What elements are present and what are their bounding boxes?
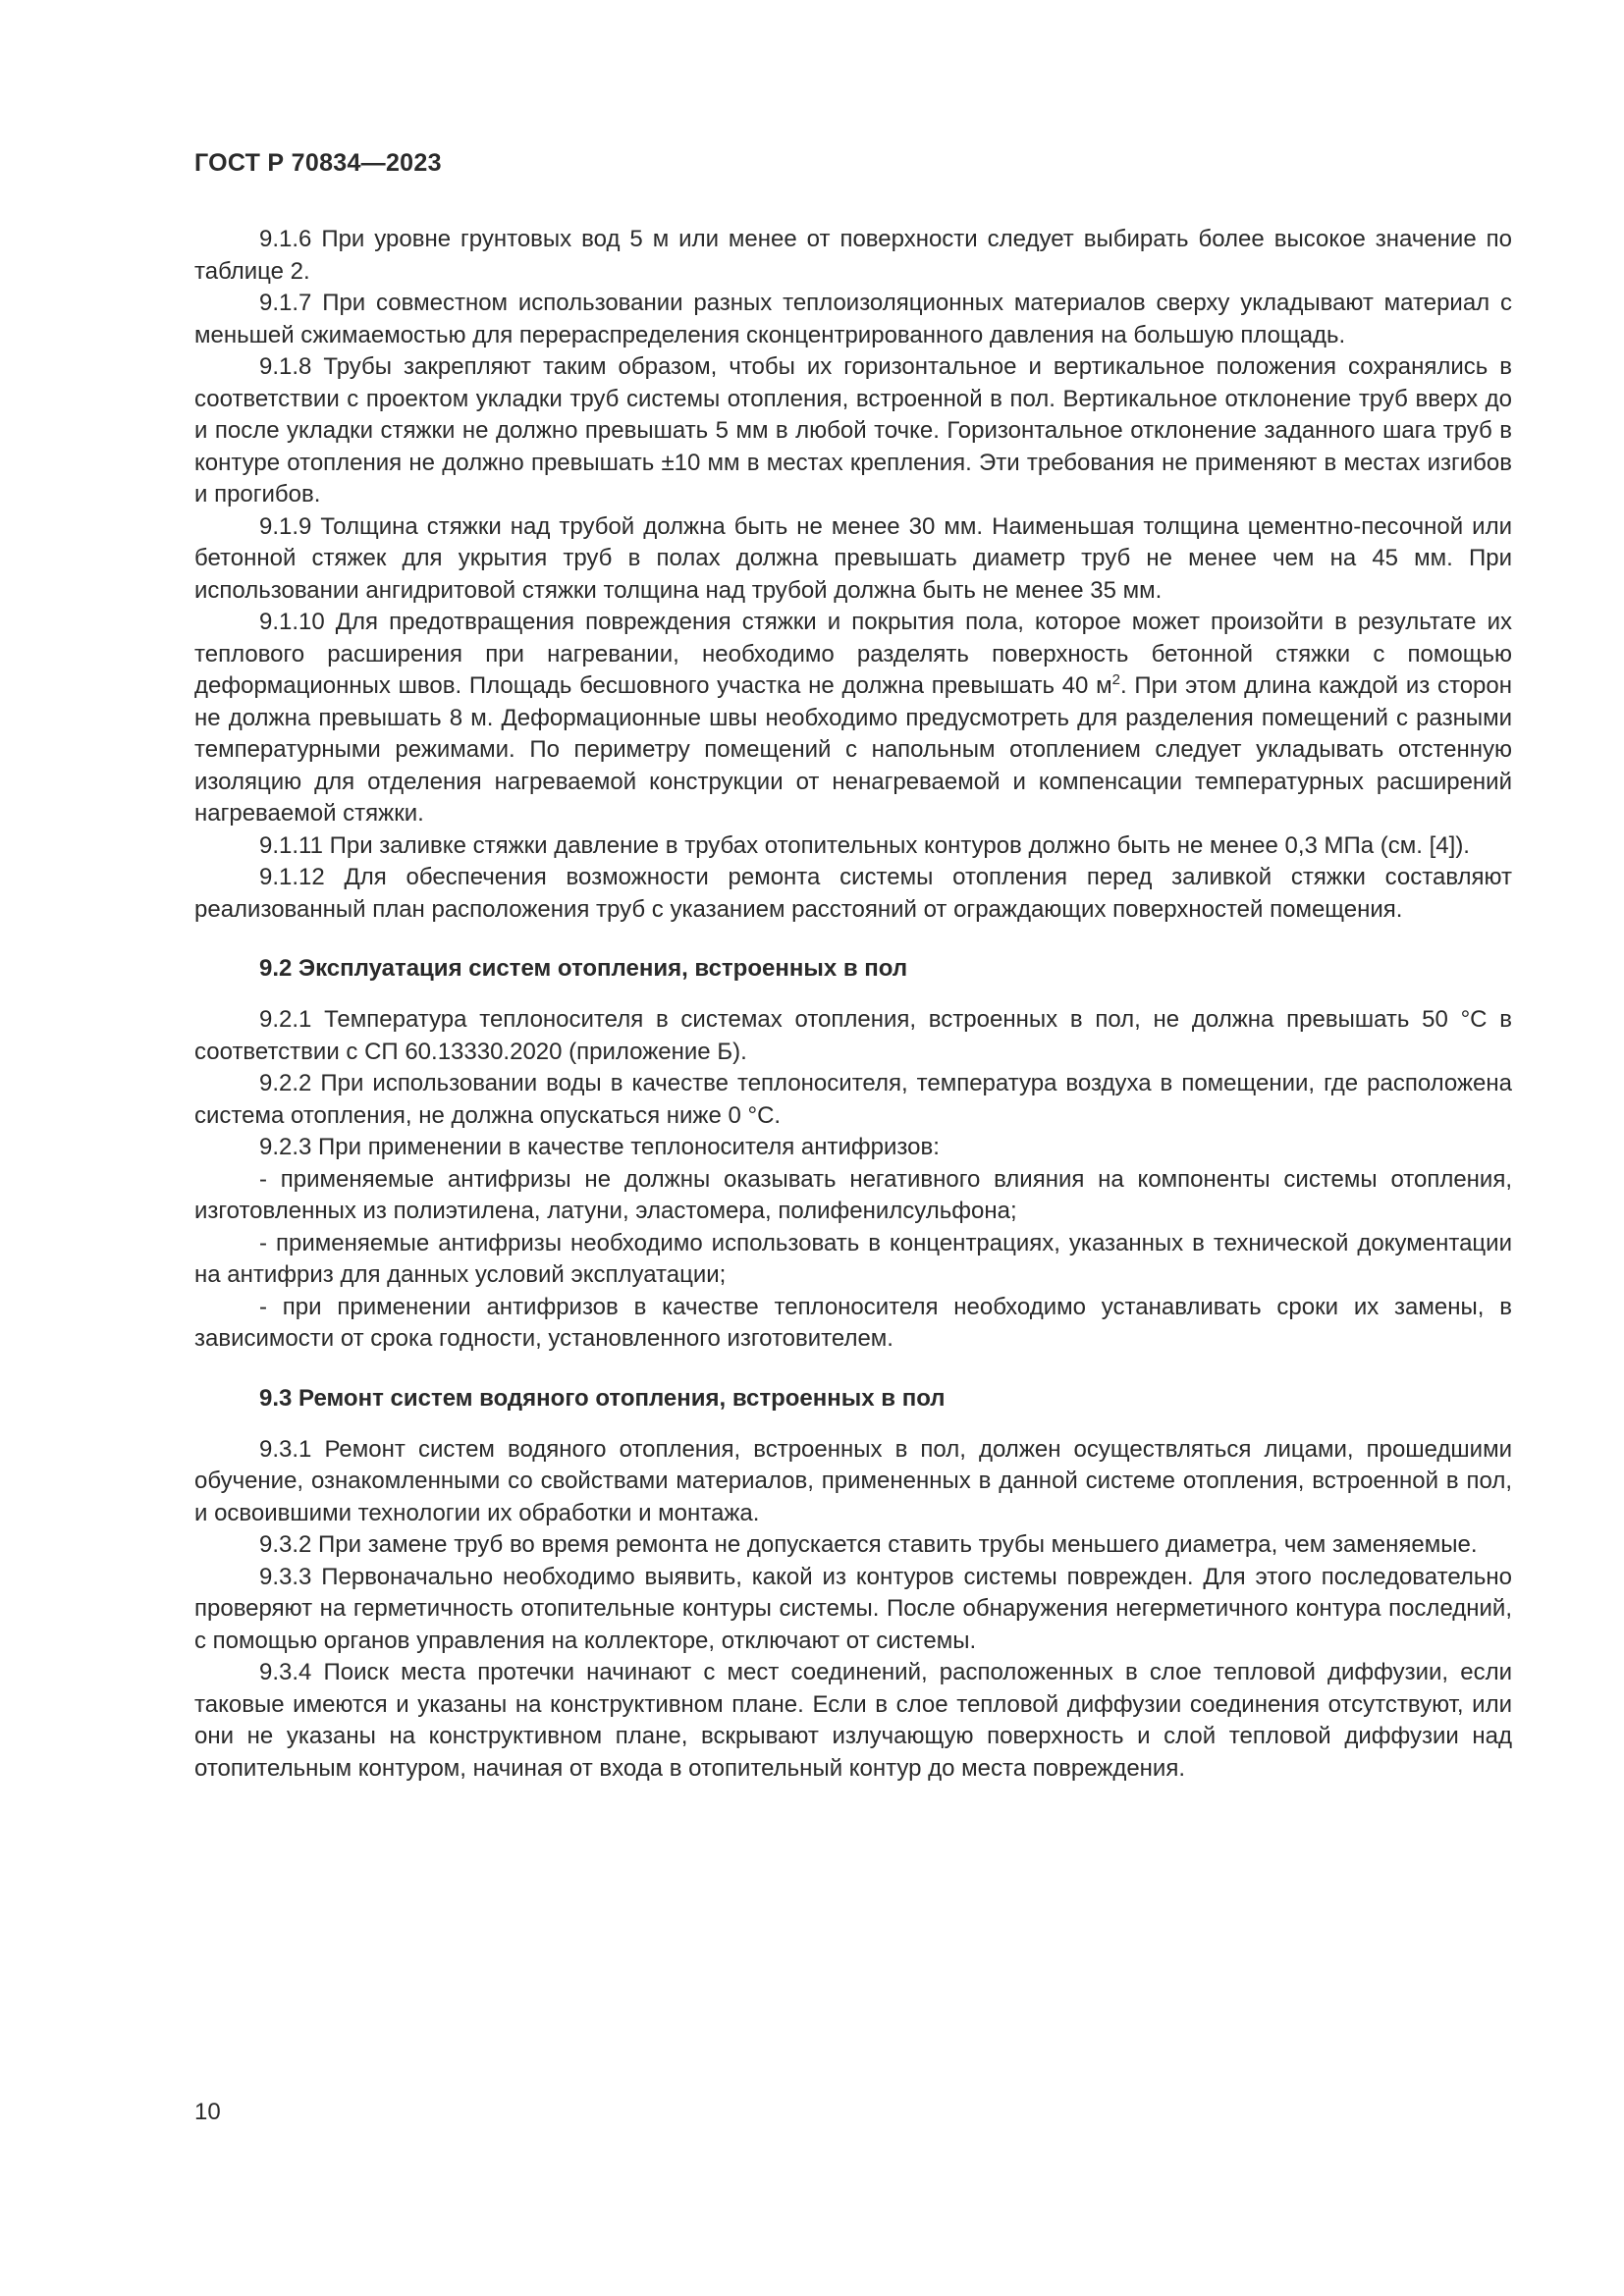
paragraph-9-1-10-part-a: 9.1.10 Для предотвращения повреждения стяжки и покрытия пола, которое может произойти в результате их теплового расширения при нагревании, необходимо разделять поверхность бетонной стяжки с помощью деформационных швов. Площадь бесшовного участка не должна превышать 40 м [194, 609, 1512, 699]
paragraph-9-1-11: 9.1.11 При заливке стяжки давление в трубах отопительных контуров должно быть не менее 0,3 МПа (см. [4]). [259, 831, 1470, 859]
paragraph-9-1-8: 9.1.8 Трубы закрепляют таким образом, чтобы их горизонтальное и вертикальное положения сохранялись в соответствии с проектом укладки труб системы отопления, встроенной в пол. Вертикальное отклонение труб вверх до и после укладки стяжки не должно превышать 5 мм в любой точке. Горизонтальное отклонение заданного шага труб в контуре отопления не должно превышать ±10 мм в местах крепления. Эти требования не применяют в местах изгибов и прогибов. [194, 353, 1512, 507]
document-body [194, 224, 1512, 1785]
paragraph-9-1-10-part-b: . При этом длина каждой из сторон не должна превышать 8 м. Деформационные швы необходимо предусмотреть для разделения помещений с разными температурными режимами. По периметру помещений с напольным отоплением следует укладывать отстенную изоляцию для отделения нагреваемой конструкции от ненагреваемой и компенсации температурных расширений нагреваемой стяжки. [194, 672, 1512, 827]
paragraph-9-1-10 [194, 607, 1512, 830]
paragraph-9-3-4: 9.3.4 Поиск места протечки начинают с мест соединений, расположенных в слое тепловой диффузии, если таковые имеются и указаны на конструктивном плане. Если в слое тепловой диффузии соединения отсутствуют, или они не указаны на конструктивном плане, вскрывают излучающую поверхность и слой тепловой диффузии над отопительным контуром, начиная от входа в отопительный контур до места повреждения. [194, 1659, 1512, 1782]
page-number: 10 [194, 2099, 221, 2125]
area-unit-superscript: 2 [1111, 671, 1120, 688]
paragraph-9-2-3: 9.2.3 При применении в качестве теплоносителя антифризов: [259, 1134, 940, 1160]
paragraph-9-3-2: 9.3.2 При замене труб во время ремонта не допускается ставить трубы меньшего диаметра, чем заменяемые. [259, 1531, 1478, 1558]
list-item-antifreeze-1: - применяемые антифризы не должны оказывать негативного влияния на компоненты системы отопления, изготовленных из полиэтилена, латуни, эластомера, полифенилсульфона; [194, 1165, 1512, 1224]
paragraph-9-3-3: 9.3.3 Первоначально необходимо выявить, какой из контуров системы поврежден. Для этого последовательно проверяют на герметичность отопительные контуры системы. После обнаружения негерметичного контура последний, с помощью органов управления на коллекторе, отключают от системы. [194, 1563, 1512, 1654]
list-item-antifreeze-3: - при применении антифризов в качестве теплоносителя необходимо устанавливать сроки их замены, в зависимости от срока годности, установленного изготовителем. [194, 1293, 1512, 1352]
list-item-antifreeze-2: - применяемые антифризы необходимо использовать в концентрациях, указанных в технической документации на антифриз для данных условий эксплуатации; [194, 1229, 1512, 1288]
paragraph-9-1-7: 9.1.7 При совместном использовании разных теплоизоляционных материалов сверху укладывают материал с меньшей сжимаемостью для перераспределения сконцентрированного давления на большую площадь. [194, 290, 1512, 348]
paragraph-9-1-6: 9.1.6 При уровне грунтовых вод 5 м или менее от поверхности следует выбирать более высокое значение по таблице 2. [194, 226, 1512, 285]
paragraph-9-2-1: 9.2.1 Температура теплоносителя в системах отопления, встроенных в пол, не должна превышать 50 °С в соответствии с СП 60.13330.2020 (приложение Б). [194, 1006, 1512, 1065]
section-title-9-2: 9.2 Эксплуатация систем отопления, встроенных в пол [259, 955, 908, 982]
paragraph-9-1-12: 9.1.12 Для обеспечения возможности ремонта системы отопления перед заливкой стяжки составляют реализованный план расположения труб с указанием расстояний от ограждающих поверхностей помещения. [194, 864, 1512, 923]
paragraph-9-2-2: 9.2.2 При использовании воды в качестве теплоносителя, температура воздуха в помещении, где расположена система отопления, не должна опускаться ниже 0 °С. [194, 1070, 1512, 1129]
section-title-9-3: 9.3 Ремонт систем водяного отопления, встроенных в пол [259, 1384, 946, 1412]
document-code-header: ГОСТ Р 70834—2023 [194, 149, 442, 177]
paragraph-9-1-9: 9.1.9 Толщина стяжки над трубой должна быть не менее 30 мм. Наименьшая толщина цементно-песочной или бетонной стяжек для укрытия труб в полах должна превышать диаметр труб не менее чем на 45 мм. При использовании ангидритовой стяжки толщина над трубой должна быть не менее 35 мм. [194, 512, 1512, 604]
paragraph-9-3-1: 9.3.1 Ремонт систем водяного отопления, встроенных в пол, должен осуществляться лицами, прошедшими обучение, ознакомленными со свойствами материалов, примененных в данной системе отопления, встроенной в пол, и освоившими технологии их обработки и монтажа. [194, 1435, 1512, 1526]
